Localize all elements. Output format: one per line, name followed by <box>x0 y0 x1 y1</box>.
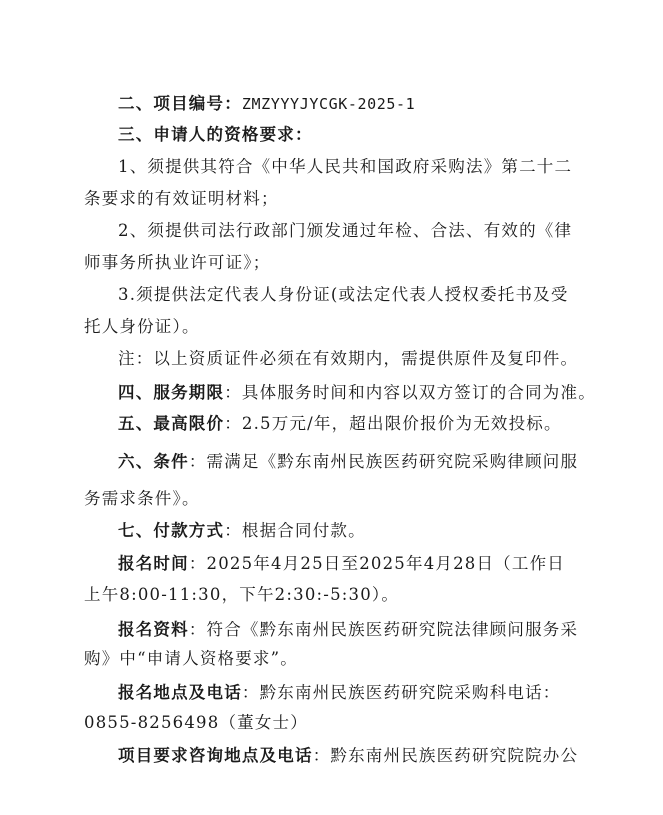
requirement-2-line2: 师事务所执业许可证》； <box>84 253 271 272</box>
price-limit-label: 五、最高限价 <box>118 414 225 433</box>
qualification-note: 注：以上资质证件必须在有效期内，需提供原件及复印件。 <box>118 349 579 368</box>
registration-time-text: ：2025年4月25日至2025年4月28日（工作日 <box>188 554 565 573</box>
conditions-line2: 务需求条件》。 <box>84 489 200 508</box>
project-number-label: 二、项目编号： <box>118 94 242 113</box>
requirement-3-line2: 托人身份证）。 <box>84 317 200 336</box>
requirement-1-line1: 1、须提供其符合《中华人民共和国政府采购法》第二十二 <box>118 157 573 176</box>
registration-place-line <box>118 681 561 705</box>
requirement-3-line1: 3.须提供法定代表人身份证(或法定代表人授权委托书及受 <box>118 285 569 304</box>
qualification-heading: 三、申请人的资格要求： <box>118 125 313 144</box>
registration-docs-label: 报名资料 <box>118 620 189 639</box>
registration-docs-line <box>118 618 578 642</box>
registration-place-text: ：黔东南州民族医药研究院采购科电话： <box>241 683 561 702</box>
price-limit-line <box>118 412 562 436</box>
registration-place-label: 报名地点及电话 <box>118 683 242 702</box>
payment-line <box>118 519 366 543</box>
project-number-line <box>118 92 415 116</box>
registration-time-line2: 上午8:00-11:30，下午2:30:-5:30）。 <box>84 585 400 604</box>
payment-label: 七、付款方式 <box>118 521 225 540</box>
conditions-text: ：需满足《黔东南州民族医药研究院采购律顾问服 <box>188 452 579 471</box>
consultation-line <box>118 744 578 768</box>
conditions-label: 六、条件 <box>118 452 189 471</box>
consultation-label: 项目要求咨询地点及电话 <box>118 746 313 765</box>
project-number-code: ZMZYYYJYCGK-2025-1 <box>241 95 416 113</box>
registration-docs-text: ：符合《黔东南州民族医药研究院法律顾问服务采 <box>188 620 579 639</box>
registration-phone-line: 0855-8256498（董女士） <box>84 713 308 732</box>
service-period-text: ：具体服务时间和内容以双方签订的合同为准。 <box>224 383 596 402</box>
conditions-line <box>118 450 578 474</box>
requirement-2-line1: 2、须提供司法行政部门颁发通过年检、合法、有效的《律 <box>118 221 573 240</box>
registration-docs-line2: 购》中“申请人资格要求”。 <box>84 649 298 668</box>
requirement-1-line2: 条要求的有效证明材料； <box>84 189 279 208</box>
payment-text: ：根据合同付款。 <box>224 521 366 540</box>
price-limit-text: ：2.5万元/年，超出限价报价为无效投标。 <box>224 414 562 433</box>
registration-time-line <box>118 552 565 576</box>
registration-time-label: 报名时间 <box>118 554 189 573</box>
service-period-label: 四、服务期限 <box>118 383 225 402</box>
consultation-text: ：黔东南州民族医药研究院院办公 <box>312 746 579 765</box>
service-period-line <box>118 381 596 405</box>
